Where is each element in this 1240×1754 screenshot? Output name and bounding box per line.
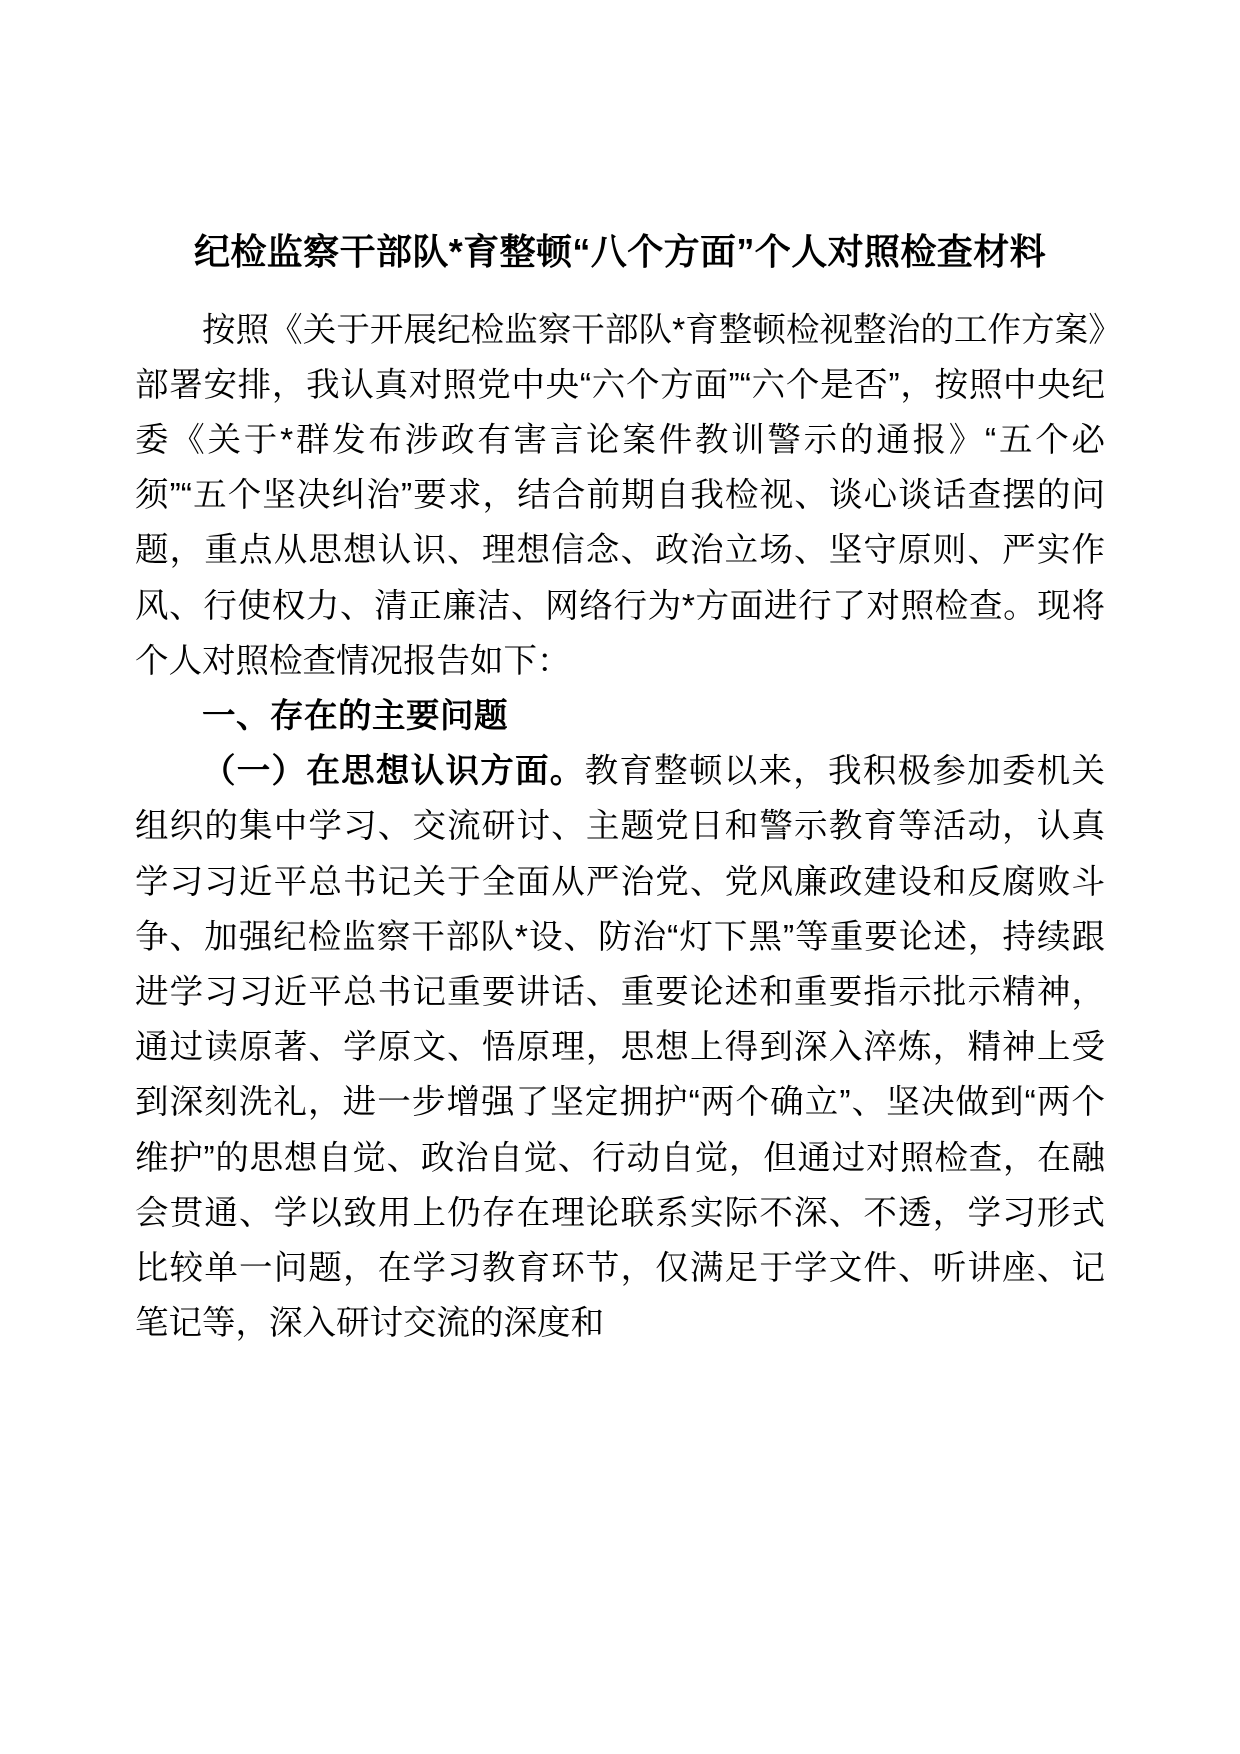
page-title: 纪检监察干部队*育整顿“八个方面”个人对照检查材料 (193, 231, 1046, 272)
intro-paragraph: 按照《关于开展纪检监察干部队*育整顿检视整治的工作方案》部署安排，我认真对照党中央“六个方面”“六个是否”，按照中央纪委《关于*群发布涉政有害言论案件教训警示的通报》“五个必须”“五个坚决纠治”要求，结合前期自我检视、谈心谈话查摆的问题，重点从思想认识、理想信念、政治立场、坚守原则、严实作风、行使权力、清正廉洁、网络行为*方面进行了对照检查。现将个人对照检查情况报告如下： (135, 311, 1105, 680)
subsection-lead-label: （一）在思想认识方面。 (202, 753, 585, 791)
section-heading-existing-problems: 一、存在的主要问题 (202, 698, 508, 736)
subsection-thought-awareness (135, 744, 1105, 1351)
subsection-body-text: 教育整顿以来，我积极参加委机关组织的集中学习、交流研讨、主题党日和警示教育等活动，认真学习习近平总书记关于全面从严治党、党风廉政建设和反腐败斗争、加强纪检监察干部队*设、防治“灯下黑”等重要论述，持续跟进学习习近平总书记重要讲话、重要论述和重要指示批示精神，通过读原著、学原文、悟原理，思想上得到深入淬炼，精神上受到深刻洗礼，进一步增强了坚定拥护“两个确立”、坚决做到“两个维护”的思想自觉、政治自觉、行动自觉，但通过对照检查，在融会贯通、学以致用上仍存在理论联系实际不深、不透，学习形式比较单一问题，在学习教育环节，仅满足于学文件、听讲座、记笔记等，深入研讨交流的深度和 (135, 753, 1106, 1343)
